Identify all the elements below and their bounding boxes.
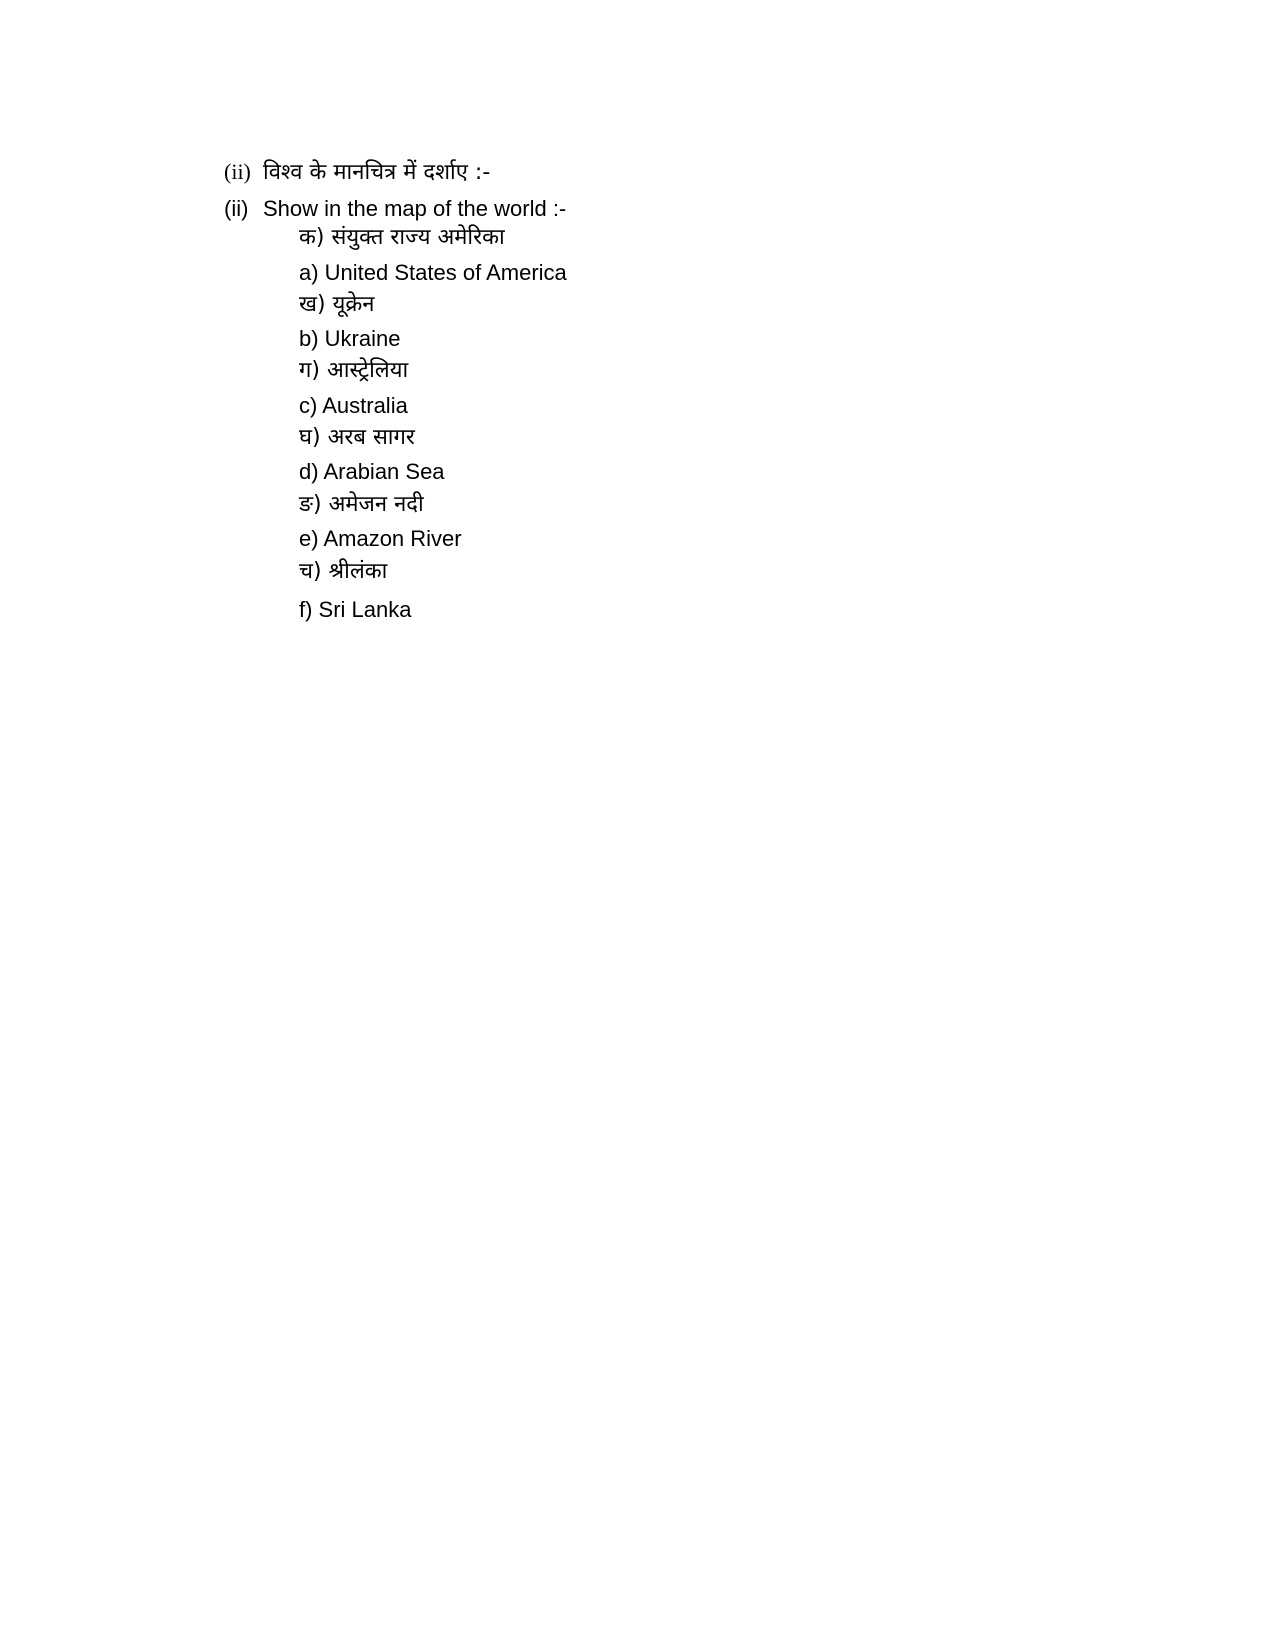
list-item-hindi: ख) यूक्रेन [299,292,375,317]
list-item-english: d) Arabian Sea [299,459,445,484]
question-heading-hindi [224,156,490,186]
list-item-hindi: घ) अरब सागर [299,425,415,450]
list-item-english: a) United States of America [299,260,567,285]
question-number-hindi: (ii) [224,159,251,184]
question-prompt-english: Show in the map of the world :- [263,196,567,221]
question-heading-english [224,196,566,222]
list-item-hindi: ङ) अमेजन नदी [299,492,424,517]
question-prompt-hindi: विश्व के मानचित्र में दर्शाए :- [263,160,491,185]
list-item-hindi: ग) आस्ट्रेलिया [299,358,409,383]
list-item-english: c) Australia [299,393,408,418]
list-item-hindi: च) श्रीलंका [299,559,388,584]
list-item-english: b) Ukraine [299,326,401,351]
list-item-hindi: क) संयुक्त राज्य अमेरिका [299,225,505,250]
list-item-english: f) Sri Lanka [299,597,412,622]
list-item-english: e) Amazon River [299,526,462,551]
question-number-english: (ii) [224,196,249,221]
